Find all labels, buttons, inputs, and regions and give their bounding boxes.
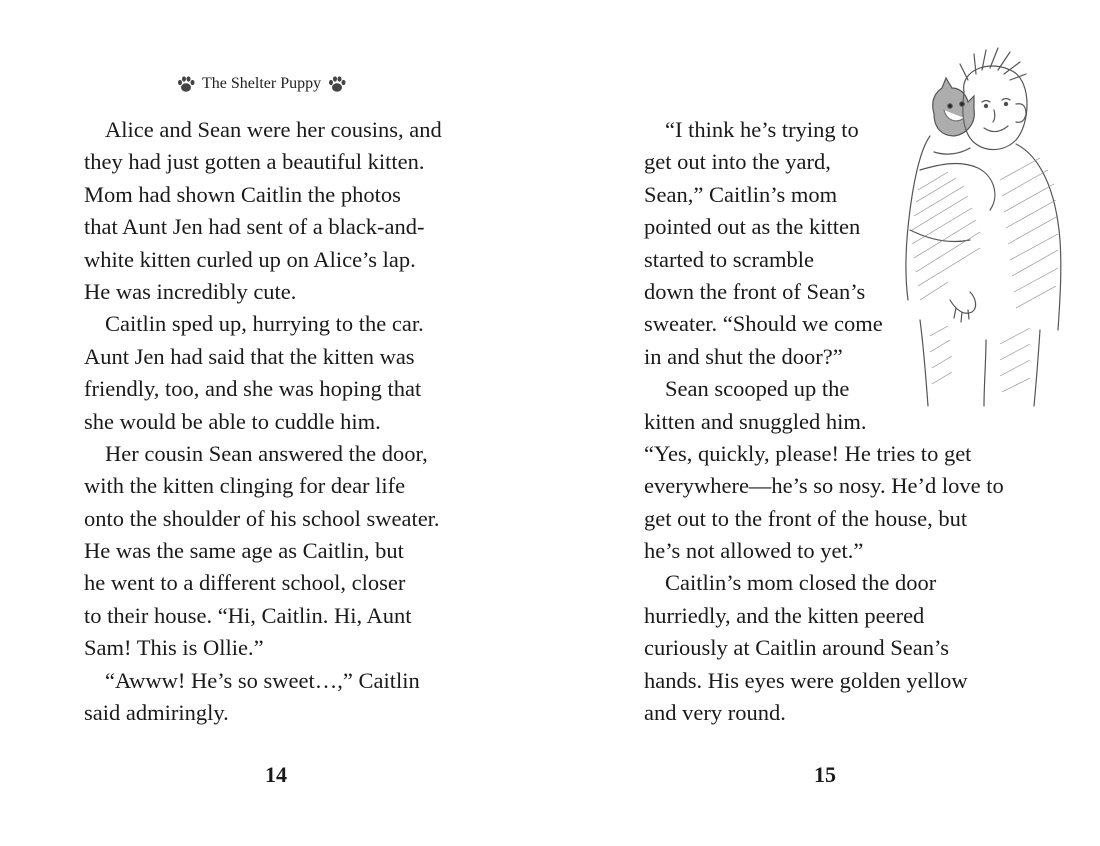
paw-print-icon [327,75,347,93]
text-line: curiously at Caitlin around Sean’s [644,635,949,661]
paw-print-icon [176,75,196,93]
text-line: Sean,” Caitlin’s mom [644,181,838,207]
text-line: with the kitten clinging for dear life [84,473,406,499]
text-line: “Awww! He’s so sweet…,” Caitlin [105,667,420,693]
running-head-title: The Shelter Puppy [202,75,322,92]
text-line: started to scramble [644,246,814,272]
text-line: Sam! This is Ollie.” [84,635,264,661]
text-line: in and shut the door?” [644,343,843,369]
text-line: kitten and snuggled him. [644,408,867,434]
text-line: that Aunt Jen had sent of a black-and- [84,214,425,240]
text-line: onto the shoulder of his school sweater. [84,505,440,531]
running-head [176,72,347,96]
text-line: Sean scooped up the [665,376,850,402]
text-line: to their house. “Hi, Caitlin. Hi, Aunt [84,602,412,628]
text-line: pointed out as the kitten [644,214,861,240]
text-line: hurriedly, and the kitten peered [644,602,925,628]
text-line: sweater. “Should we come [644,311,883,337]
text-line: get out into the yard, [644,149,831,175]
text-line: and very round. [644,700,786,726]
text-line: said admiringly. [84,700,229,726]
text-line: white kitten curled up on Alice’s lap. [84,246,416,272]
right-page [550,0,1100,846]
text-line: He was incredibly cute. [84,278,297,304]
text-line: everywhere—he’s so nosy. He’d love to [644,473,1004,499]
text-line: down the front of Sean’s [644,278,866,304]
text-line: Caitlin’s mom closed the door [665,570,937,596]
text-line: hands. His eyes were golden yellow [644,667,968,693]
text-line: get out to the front of the house, but [644,505,968,531]
text-line: “I think he’s trying to [665,117,859,142]
text-line: Caitlin sped up, hurrying to the car. [105,311,424,337]
text-line: Mom had shown Caitlin the photos [84,181,401,207]
right-page-text [644,114,1004,729]
page-number-right: 15 [814,762,836,787]
text-line: He was the same age as Caitlin, but [84,538,404,564]
text-line: friendly, too, and she was hoping that [84,376,422,402]
text-line: Her cousin Sean answered the door, [105,440,428,466]
text-line: Alice and Sean were her cousins, and [105,117,442,142]
text-line: he went to a different school, closer [84,570,406,596]
text-line: he’s not allowed to yet.” [644,538,864,564]
text-line: Aunt Jen had said that the kitten was [84,343,415,369]
text-line: she would be able to cuddle him. [84,408,381,434]
text-line: they had just gotten a beautiful kitten. [84,149,425,175]
text-line: “Yes, quickly, please! He tries to get [644,440,972,466]
left-page-text [84,114,442,729]
page-number-left: 14 [265,762,287,787]
